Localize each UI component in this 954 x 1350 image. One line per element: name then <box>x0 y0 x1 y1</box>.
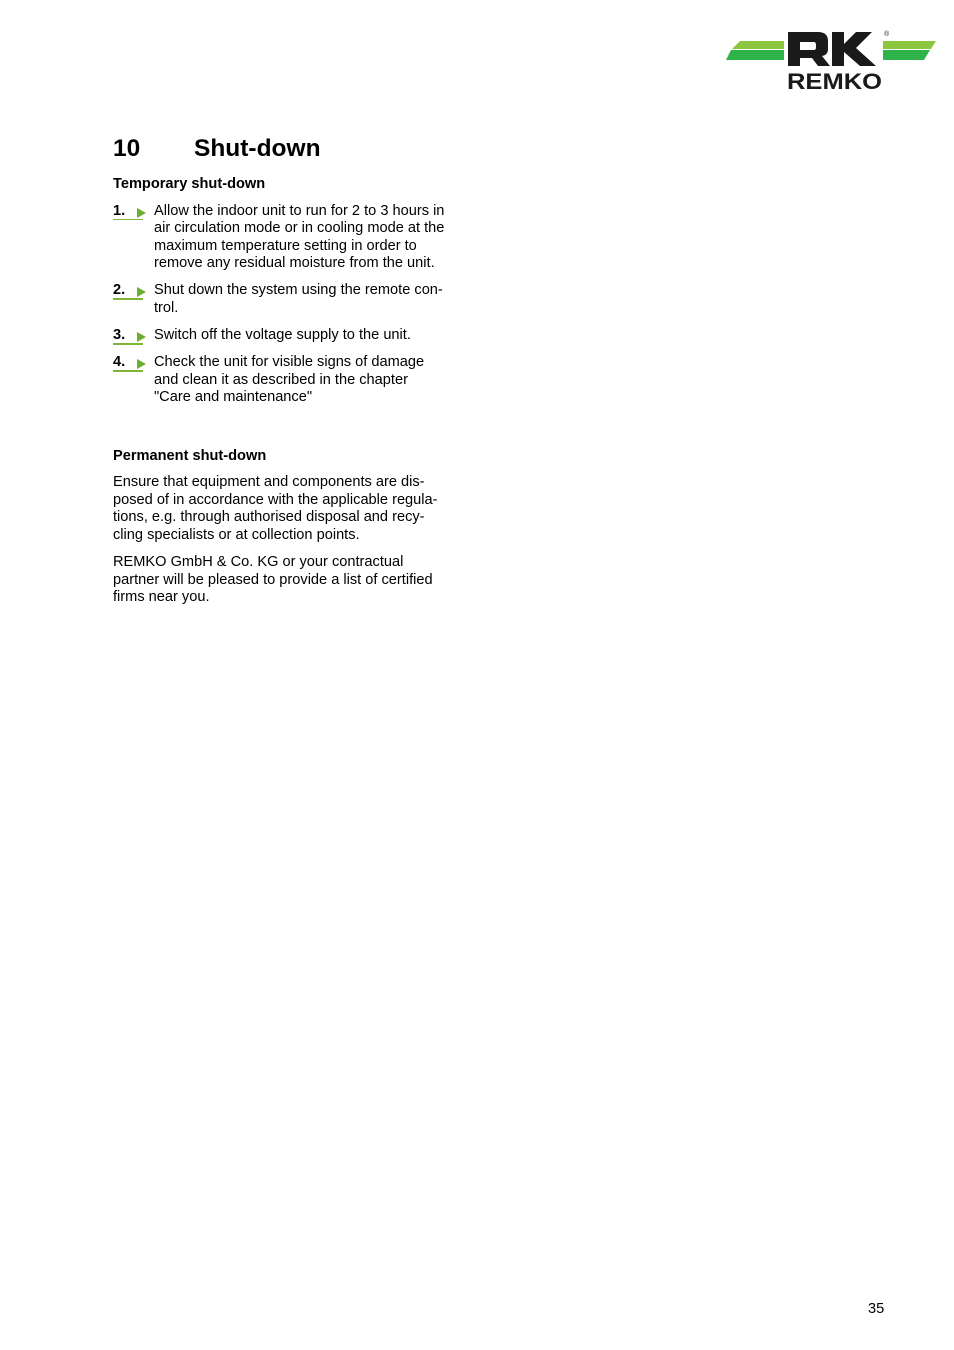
step-marker <box>113 354 154 372</box>
step-item <box>113 327 483 345</box>
logo-stripe-left-bottom <box>726 50 784 60</box>
section-gap <box>113 417 483 448</box>
step-text: Switch off the voltage supply to the unit. <box>154 327 411 344</box>
step-item <box>113 282 483 317</box>
arrow-right-icon <box>137 208 146 218</box>
step-underline <box>113 298 143 299</box>
step-item <box>113 203 483 273</box>
page-number: 35 <box>868 1301 885 1317</box>
chapter-title: Shut-down <box>194 135 321 162</box>
contact-paragraph: REMKO GmbH & Co. KG or your contractual partner will be pleased to provide a list of certified firms near you. <box>113 554 433 606</box>
logo-wordmark: REMKO <box>787 69 882 94</box>
arrow-right-icon <box>137 359 146 369</box>
step-item <box>113 354 483 407</box>
step-text: Shut down the system using the remote con- trol. <box>154 282 443 317</box>
step-underline <box>113 343 143 344</box>
chapter-content <box>113 176 483 616</box>
step-text: Allow the indoor unit to run for 2 to 3 hours in air circulation mode or in cooling mode at the maximum temperature setting in order to remove any residual moisture from the unit. <box>154 202 445 272</box>
arrow-right-icon <box>137 287 146 297</box>
step-number: 3. <box>113 327 126 344</box>
step-text: Check the unit for visible signs of damage and clean it as described in the chapter "Care and maintenance" <box>154 354 425 406</box>
step-underline <box>113 370 143 371</box>
permanent-shutdown-heading: Permanent shut-down <box>113 447 267 464</box>
logo-stripe-right-top <box>883 41 936 49</box>
step-number: 2. <box>113 282 126 299</box>
step-underline <box>113 219 143 220</box>
logo-stripe-left-top <box>732 41 784 49</box>
logo-mark <box>788 32 830 66</box>
temporary-shutdown-heading: Temporary shut-down <box>113 176 266 192</box>
logo-registered-mark: ® <box>884 31 890 38</box>
logo-stripe-right-bottom <box>883 50 930 60</box>
temporary-shutdown-steps <box>113 203 483 407</box>
step-marker <box>113 327 154 345</box>
chapter-number: 10 <box>113 135 141 162</box>
step-marker <box>113 282 154 300</box>
arrow-right-icon <box>137 332 146 342</box>
remko-logo <box>726 28 938 94</box>
chapter-heading <box>113 134 321 164</box>
disposal-paragraph: Ensure that equipment and components are dis- posed of in accordance with the applicable regula- tions, e.g. through authorised disposal and recy- cling specialists or at collection points. <box>113 474 438 543</box>
logo-mark-k <box>832 32 876 66</box>
step-number: 4. <box>113 354 126 371</box>
step-marker <box>113 203 154 221</box>
step-number: 1. <box>113 202 126 219</box>
